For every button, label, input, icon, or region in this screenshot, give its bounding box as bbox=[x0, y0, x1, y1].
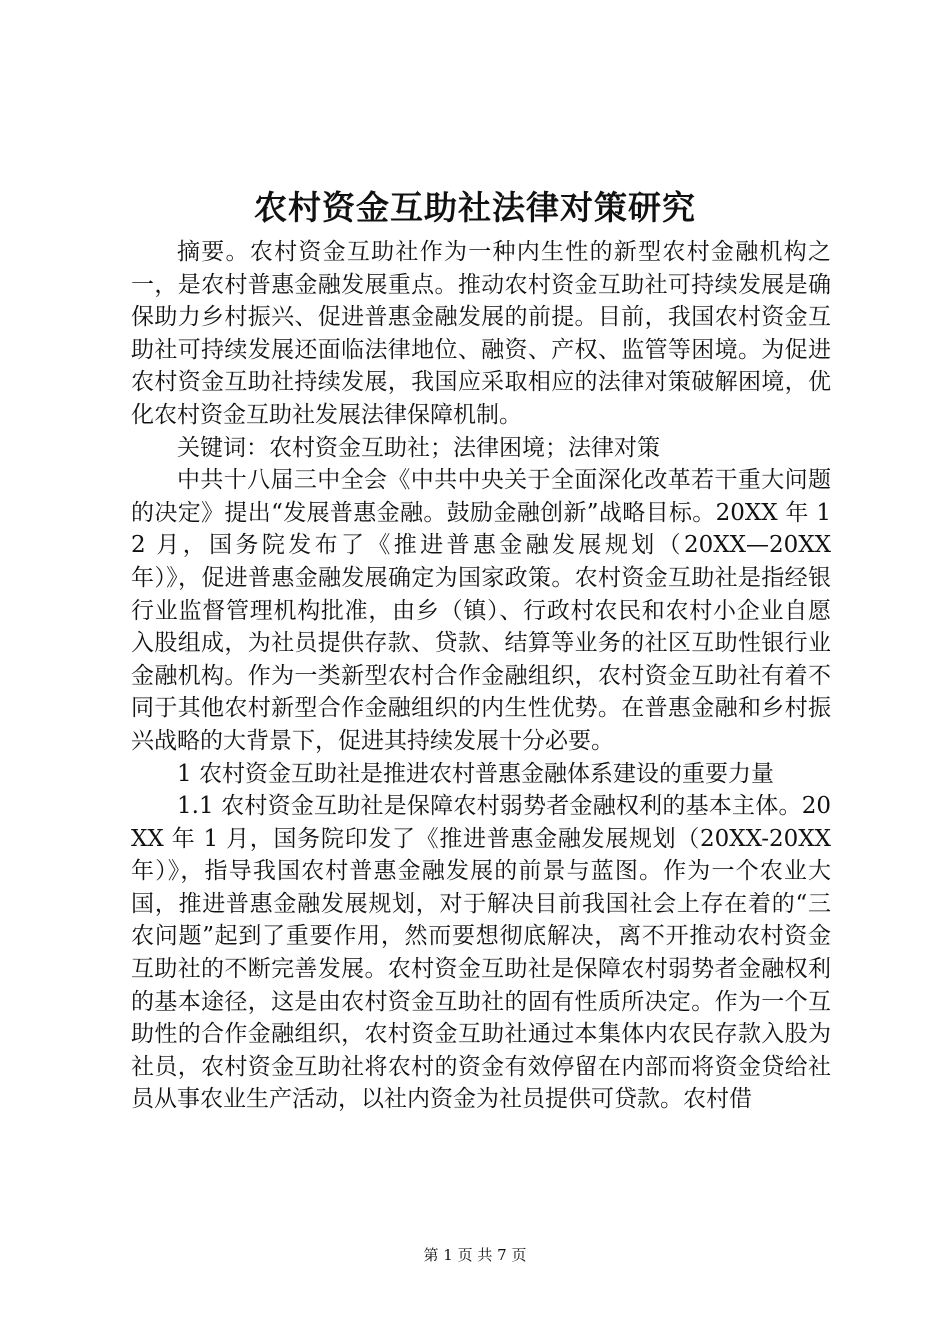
section-heading-1: 1 农村资金互助社是推进农村普惠金融体系建设的重要力量 bbox=[177, 760, 774, 787]
abstract-paragraph: 摘要。农村资金互助社作为一种内生性的新型农村金融机构之一，是农村普惠金融发展重点。推动农村资金互助社可持续发展是确保助力乡村振兴、促进普惠金融发展的前提。目前，我国农村资金互助社可持续发展还面临法律地位、融资、产权、监管等困境。为促进农村资金互助社持续发展，我国应采取相应的法律对策破解困境，优化农村资金互助社发展法律保障机制。 bbox=[131, 239, 831, 428]
page-footer: 第 1 页 共 7 页 bbox=[423, 1246, 527, 1264]
document-title: 农村资金互助社法律对策研究 bbox=[254, 188, 696, 227]
intro-paragraph: 中共十八届三中全会《中共中央关于全面深化改革若干重大问题的决定》提出“发展普惠金融。鼓励金融创新”战略目标。20XX 年 12 月，国务院发布了《推进普惠金融发展规划（20XX—20XX 年）》，促进普惠金融发展确定为国家政策。农村资金互助社是指经银行业监督管理机构批准，由乡（镇）、行政村农民和农村小企业自愿入股组成，为社员提供存款、贷款、结算等业务的社区互助性银行业金融机构。作为一类新型农村合作金融组织，农村资金互助社有着不同于其他农村新型合作金融组织的内生性优势。在普惠金融和乡村振兴战略的大背景下，促进其持续发展十分必要。 bbox=[131, 467, 831, 754]
keywords-paragraph: 关键词：农村资金互助社；法律困境；法律对策 bbox=[177, 434, 660, 461]
document-body bbox=[131, 236, 831, 1116]
subsection-paragraph-1-1: 1.1 农村资金互助社是保障农村弱势者金融权利的基本主体。20XX 年 1 月，国务院印发了《推进普惠金融发展规划（20XX-20XX 年）》，指导我国农村普惠金融发展的前景与蓝图。作为一个农业大国，推进普惠金融发展规划，对于解决目前我国社会上存在着的“三农问题”起到了重要作用，然而要想彻底解决，离不开推动农村资金互助社的不断完善发展。农村资金互助社是保障农村弱势者金融权利的基本途径，这是由农村资金互助社的固有性质所决定。作为一个互助性的合作金融组织，农村资金互助社通过本集体内农民存款入股为社员，农村资金互助社将农村的资金有效停留在内部而将资金贷给社员从事农业生产活动，以社内资金为社员提供可贷款。农村借 bbox=[131, 793, 831, 1113]
